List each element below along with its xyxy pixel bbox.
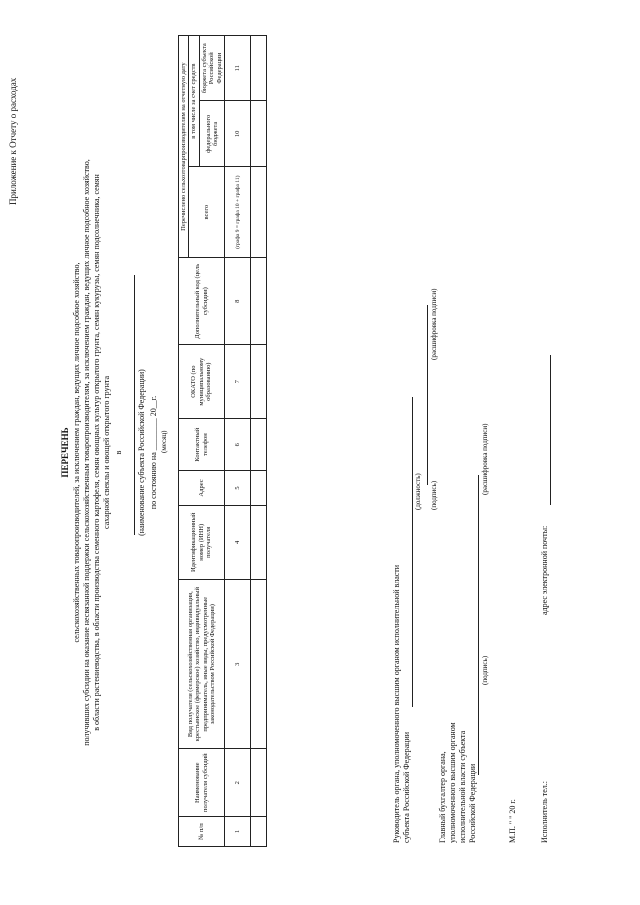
accountant-line-4: Российской Федерации <box>468 763 477 843</box>
head-signature-label-2: субъекта Российской Федерации <box>402 731 411 843</box>
document-title: ПЕРЕЧЕНЬ <box>60 427 70 478</box>
th-inn: Идентификационный номер (ИНН) получателя <box>179 505 225 579</box>
col-number: 1 <box>225 817 251 847</box>
position-caption: (должность) <box>414 473 422 510</box>
th-transferred: Перечислено сельхозтоварпроизводителям на отчетную дату <box>179 36 189 258</box>
subtitle-line-2: получивших субсидии на оказание несвязанной поддержки сельскохозяйственным товаропроизводителям, за исключением граждан, ведущих личное подсобное хозяйство, <box>82 159 91 746</box>
col-number: 4 <box>225 505 251 579</box>
table-cell <box>251 101 267 167</box>
col-number: 10 <box>225 101 251 167</box>
th-phone: Контактный телефон <box>179 419 225 471</box>
month-caption: (месяц) <box>160 430 168 453</box>
head-signature-label: Руководитель органа, уполномоченного высшим органом исполнительной власти <box>392 564 401 843</box>
th-incl: в том числе за счет средств <box>189 36 199 167</box>
table-cell <box>251 505 267 579</box>
stamp-line: М.П. " " 20 г. <box>508 799 517 843</box>
email-line <box>550 355 551 505</box>
col-number: 11 <box>225 36 251 101</box>
th-num: № п/п <box>179 817 225 847</box>
head-signature-line <box>427 305 428 485</box>
table-cell <box>251 419 267 471</box>
col-number: 3 <box>225 580 251 749</box>
col-number: 8 <box>225 258 251 345</box>
as-of-date: по состоянию на ________ 20__г. <box>149 395 158 510</box>
head-decode-caption: (расшифровка подписи) <box>430 288 438 360</box>
col-number: 6 <box>225 419 251 471</box>
accountant-line-2: уполномоченного высшим органом <box>448 722 457 843</box>
email-label: адрес электронной почты: <box>540 525 549 615</box>
table-cell <box>251 167 267 258</box>
head-signature-caption: (подпись) <box>430 480 438 510</box>
th-federal: федерального бюджета <box>199 101 224 167</box>
th-regional: бюджета субъекта Российской Федерации <box>199 36 224 101</box>
accountant-signature-line <box>478 475 479 775</box>
col-number: 2 <box>225 749 251 817</box>
th-name: Наименование получателя субсидий <box>179 749 225 817</box>
table-cell <box>251 345 267 419</box>
col-number: (графа 9 = графа 10 + графа 11) <box>225 167 251 258</box>
th-kind: Вид получателя (сельскохозяйственная организация, крестьянское (фермерское) хозяйство, индивидуальный предприниматель, иные виды, предусмотренные законодательством Российской Федерации) <box>179 580 225 749</box>
accountant-line-3: исполнительной власти субъекта <box>458 730 467 843</box>
table-cell <box>251 258 267 345</box>
recipients-table <box>178 35 267 847</box>
th-address: Адрес <box>179 471 225 505</box>
table-cell <box>251 817 267 847</box>
region-line <box>134 275 135 535</box>
accountant-signature-caption: (подпись) <box>481 655 489 685</box>
th-total: всего <box>189 167 225 258</box>
appendix-label: Приложение к Отчету о расходах <box>8 77 18 205</box>
position-line <box>412 397 413 707</box>
accountant-line-1: Главный бухгалтер органа, <box>438 751 447 843</box>
region-caption: (наименование субъекта Российской Федерации) <box>137 369 146 536</box>
subtitle-line-1: сельскохозяйственных товаропроизводителей, за исключением граждан, ведущих личное подсобное хозяйство, <box>72 262 81 643</box>
subtitle-line-4: сахарной свеклы и овощей открытого грунта <box>102 376 111 530</box>
col-number: 7 <box>225 345 251 419</box>
table-cell <box>251 749 267 817</box>
subtitle-line-3: в области растениеводства, в области производства семенного картофеля, семян овощных культур открытого грунта, семян кукурузы, семян подсолнечника, семян <box>92 174 101 731</box>
table-cell <box>251 471 267 505</box>
table-cell <box>251 36 267 101</box>
table-cell <box>251 580 267 749</box>
th-okato: ОКАТО (по муниципальному образованию) <box>179 345 225 419</box>
accountant-decode-caption: (расшифровка подписи) <box>481 423 489 495</box>
executor-line: Исполнитель тел.: <box>540 780 549 843</box>
col-number: 5 <box>225 471 251 505</box>
th-code: Дополнительный код (цель субсидии) <box>179 258 225 345</box>
in-word: в <box>114 450 123 455</box>
